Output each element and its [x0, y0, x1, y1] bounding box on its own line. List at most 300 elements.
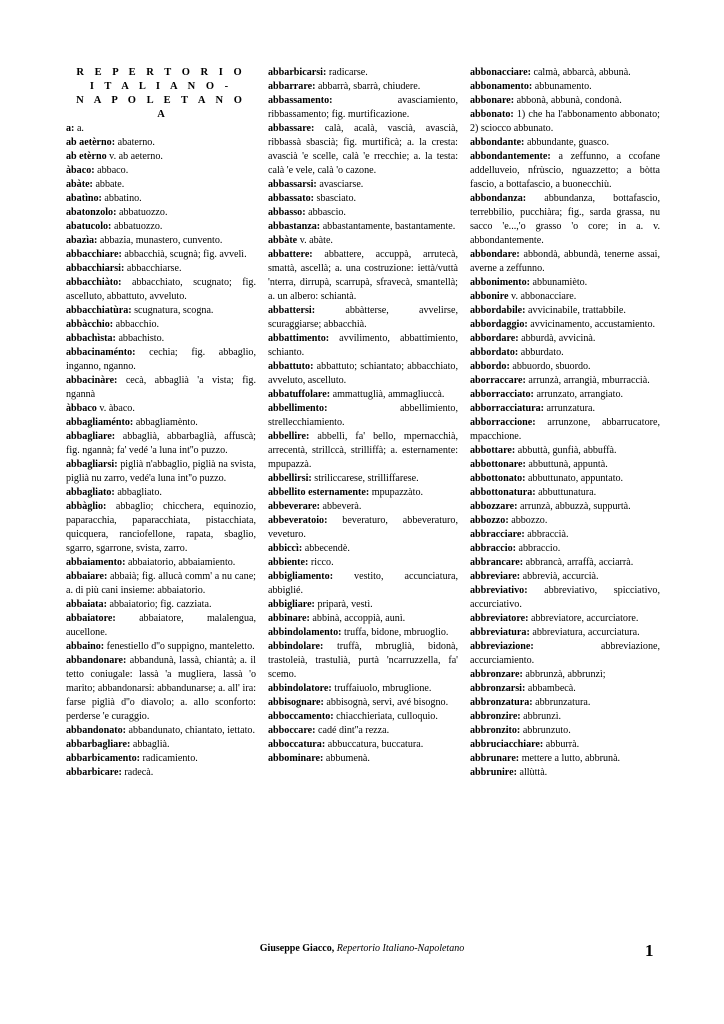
- dictionary-entry: [66, 122, 256, 136]
- entry-definition: abbattuto; schiantato; abbacchiato, avveluto, ascelluto.: [268, 361, 458, 386]
- entry-headword: abbellirsi:: [268, 473, 312, 484]
- dictionary-entry: [268, 696, 458, 710]
- entry-headword: abbindolamento:: [268, 627, 342, 638]
- dictionary-entry: [268, 472, 458, 486]
- entry-definition: abbunamièto.: [530, 277, 588, 288]
- entry-headword: abbozzo:: [470, 515, 509, 526]
- entry-headword: abbacchiatùra:: [66, 305, 132, 316]
- entry-headword: abbigliamento:: [268, 571, 334, 582]
- entry-headword: abazìa:: [66, 235, 98, 246]
- entry-headword: abborracciatura:: [470, 403, 545, 414]
- entry-definition: cadé dint''a rezza.: [315, 725, 390, 736]
- entry-headword: abbagliaménto:: [66, 417, 134, 428]
- entry-headword: abbrunare:: [470, 753, 520, 764]
- entry-definition: avasciamiento, ribbassamento; fig. murtificazione.: [268, 95, 458, 120]
- entry-definition: abbascio.: [305, 207, 346, 218]
- entry-definition: abbagliato.: [114, 487, 162, 498]
- dictionary-entry: [268, 122, 458, 178]
- entry-headword: abbozzare:: [470, 501, 518, 512]
- entry-headword: ab aetèrno:: [66, 137, 116, 148]
- dictionary-entry: [470, 290, 660, 304]
- entry-headword: àbbaco: [66, 403, 97, 414]
- dictionary-entry: [470, 514, 660, 528]
- entry-headword: abbiccì:: [268, 543, 303, 554]
- entry-headword: abbindolare:: [268, 641, 324, 652]
- dictionary-entry: [66, 192, 256, 206]
- entry-definition: abbundante, guasco.: [524, 137, 610, 148]
- entry-headword: abbinare:: [268, 613, 310, 624]
- entry-definition: abbreviazione, accurciamiento.: [470, 641, 660, 666]
- entry-headword: abbronzito:: [470, 725, 521, 736]
- entry-headword: abbattersi:: [268, 305, 316, 316]
- dictionary-entry: [268, 94, 458, 122]
- entry-definition: v. ab aeterno.: [106, 151, 163, 162]
- dictionary-entry: [470, 388, 660, 402]
- entry-definition: abbatino.: [101, 193, 142, 204]
- entry-definition: abbisognà, servì, avé bisogno.: [323, 697, 449, 708]
- entry-definition: abbarrà, sbarrà, chiudere.: [315, 81, 421, 92]
- dictionary-entry: [470, 192, 660, 248]
- dictionary-entry: [66, 500, 256, 556]
- dictionary-entry: [268, 640, 458, 682]
- entry-headword: abbreviazione:: [470, 641, 534, 652]
- entry-headword: abbacinaménto:: [66, 347, 136, 358]
- dictionary-entry: [66, 164, 256, 178]
- entry-headword: abbagliato:: [66, 487, 115, 498]
- entry-definition: abburdà, avvicinà.: [518, 333, 596, 344]
- entry-definition: abbonà, abbunà, condonà.: [514, 95, 622, 106]
- dictionary-entry: [268, 80, 458, 94]
- dictionary-entry: [268, 682, 458, 696]
- entry-headword: abbeverare:: [268, 501, 320, 512]
- entry-headword: aborraccare:: [470, 375, 526, 386]
- entry-headword: abboccamento:: [268, 711, 334, 722]
- entry-definition: avvilimento, abbattimiento, schianto.: [268, 333, 458, 358]
- entry-headword: abbellito esternamente:: [268, 487, 370, 498]
- entry-definition: arrunzà, arrangià, mburraccià.: [525, 375, 650, 386]
- entry-definition: calmà, abbarcà, abbunà.: [530, 67, 631, 78]
- dictionary-entry: [470, 668, 660, 682]
- dictionary-entry: [268, 500, 458, 514]
- entry-headword: abbàglio:: [66, 501, 107, 512]
- dictionary-entry: [470, 374, 660, 388]
- dictionary-entry: [268, 738, 458, 752]
- entry-headword: abbarbicarsi:: [268, 67, 327, 78]
- dictionary-entry: [66, 612, 256, 640]
- entry-definition: abbàtterse, avvelirse, scuraggiarse; abbacchià.: [268, 305, 458, 330]
- entry-definition: abbacchià, scugnà; fig. avvelì.: [121, 249, 247, 260]
- entry-headword: abbandonato:: [66, 725, 127, 736]
- entry-definition: allùttà.: [516, 767, 548, 778]
- dictionary-entry: [470, 724, 660, 738]
- entry-headword: abbaiamento:: [66, 557, 126, 568]
- entry-definition: scugnatura, scogna.: [131, 305, 214, 316]
- dictionary-entry: [66, 416, 256, 430]
- entry-definition: abbaco.: [94, 165, 129, 176]
- entry-headword: abbreviativo:: [470, 585, 528, 596]
- dictionary-entry: [66, 654, 256, 724]
- entry-definition: abbunamento.: [532, 81, 592, 92]
- dictionary-entry: [66, 262, 256, 276]
- entry-definition: calà, acalà, vascià, avascià, ribbassà sbascià; fig. murtificà; a. la cresta: avascià 'e scelle, calà 'e rrecchie; a. la testa: calà 'e vele, calà 'o cazone.: [268, 123, 458, 176]
- entry-headword: abbonato:: [470, 109, 514, 120]
- dictionary-entry: [66, 136, 256, 150]
- dictionary-entry: [470, 682, 660, 696]
- dictionary-entry: [268, 430, 458, 472]
- entry-headword: ab etèrno: [66, 151, 107, 162]
- column-2: [268, 66, 458, 766]
- entry-definition: beveraturo, abbeveraturo, veveturo.: [268, 515, 458, 540]
- dictionary-entry: [470, 248, 660, 276]
- entry-headword: abbacinàre:: [66, 375, 118, 386]
- entry-definition: abbeverà.: [319, 501, 362, 512]
- entry-definition: radicarse.: [326, 67, 368, 78]
- entry-headword: abbiente:: [268, 557, 309, 568]
- entry-definition: truffà, mbruglià, bidonà, trastoleià, trastulià, purtà 'ncarruzzella, fa' scemo.: [268, 641, 458, 680]
- entry-headword: abbaiare:: [66, 571, 108, 582]
- dictionary-entry: [66, 570, 256, 598]
- entry-definition: piglià n'abbaglio, piglià na svista, piglià nu zarro, vedé'a luna int''o puzzo.: [66, 459, 256, 484]
- entry-definition: abbagliamènto.: [133, 417, 198, 428]
- entry-definition: abbuttunà, appuntà.: [525, 459, 608, 470]
- entry-headword: abbacchiàto:: [66, 277, 122, 288]
- page-number: 1: [645, 941, 654, 960]
- dictionary-entry: [470, 710, 660, 724]
- entry-headword: abbondanza:: [470, 193, 527, 204]
- entry-definition: arrunzatura.: [544, 403, 596, 414]
- entry-headword: abatucolo:: [66, 221, 112, 232]
- entry-headword: abbronzare:: [470, 669, 523, 680]
- dictionary-entry: [66, 332, 256, 346]
- dictionary-entry: [268, 542, 458, 556]
- footer-author: Giuseppe Giacco,: [259, 943, 335, 954]
- dictionary-entry: [66, 402, 256, 416]
- dictionary-entry: [268, 178, 458, 192]
- entry-definition: radecà.: [121, 767, 154, 778]
- entry-definition: abbaià; fig. allucà comm' a nu cane; a. di più cani insieme: abbaiatorio.: [66, 571, 256, 596]
- dictionary-entry: [66, 178, 256, 192]
- dictionary-entry: [470, 94, 660, 108]
- dictionary-entry: [470, 500, 660, 514]
- entry-headword: abbronzatura:: [470, 697, 533, 708]
- entry-definition: abbachisto.: [115, 333, 165, 344]
- entry-definition: abbandunato, chiantato, iettato.: [126, 725, 255, 736]
- entry-definition: abbrunzì.: [520, 711, 562, 722]
- dictionary-entry: [470, 696, 660, 710]
- entry-definition: abbuttà, gunfià, abbuffà.: [515, 445, 617, 456]
- dictionary-entry: [66, 346, 256, 374]
- dictionary-entry: [66, 766, 256, 780]
- dictionary-entry: [470, 276, 660, 290]
- entry-headword: abbeveratoio:: [268, 515, 328, 526]
- entry-headword: abbordo:: [470, 361, 510, 372]
- entry-headword: abbaino:: [66, 641, 105, 652]
- entry-definition: cechia; fig. abbaglio, inganno, nganno.: [66, 347, 256, 372]
- entry-headword: abbonimento:: [470, 277, 531, 288]
- entry-definition: priparà, vestì.: [314, 599, 373, 610]
- dictionary-entry: [268, 752, 458, 766]
- entry-definition: abbazia, munastero, cunvento.: [97, 235, 223, 246]
- entry-definition: abbrancà, arraffà, acciarrà.: [523, 557, 634, 568]
- entry-definition: abbuccatura, buccatura.: [325, 739, 424, 750]
- entry-headword: abbatuffolare:: [268, 389, 331, 400]
- entry-headword: abbàte: [268, 235, 298, 246]
- dictionary-entry: [268, 612, 458, 626]
- entry-headword: a:: [66, 123, 75, 134]
- entry-headword: abbindolatore:: [268, 683, 332, 694]
- entry-definition: abbatuozzo.: [116, 207, 168, 218]
- dictionary-entry: [268, 66, 458, 80]
- entry-definition: mettere a lutto, abbrunà.: [519, 753, 621, 764]
- dictionary-entry: [470, 556, 660, 570]
- entry-definition: abbacchiato, scugnato; fig. ascelluto, abbattuto, avveluto.: [66, 277, 256, 302]
- dictionary-entry: [66, 318, 256, 332]
- entry-headword: abbronzire:: [470, 711, 521, 722]
- dictionary-entry: [66, 220, 256, 234]
- dictionary-entry: [470, 360, 660, 374]
- entry-definition: a zeffunno, a ccofane addelluveio, nfrùscio, nguazzetto; a bòtta fascio, a bottafascio, a buonecchiù.: [470, 151, 660, 190]
- entry-headword: abbondante:: [470, 137, 525, 148]
- dictionary-entry: [470, 402, 660, 416]
- entry-headword: abboccatura:: [268, 739, 326, 750]
- entry-headword: abbronzarsi:: [470, 683, 526, 694]
- entry-definition: 1) che ha l'abbonamento abbonato; 2) sciocco abbunato.: [470, 109, 660, 134]
- entry-headword: abbandonare:: [66, 655, 127, 666]
- entry-headword: abbastanza:: [268, 221, 321, 232]
- entry-definition: abbrevià, accurcià.: [520, 571, 599, 582]
- entry-definition: ricco.: [308, 557, 334, 568]
- dictionary-entry: [470, 570, 660, 584]
- dictionary-entry: [66, 304, 256, 318]
- entry-headword: abbaiata:: [66, 599, 107, 610]
- entry-headword: abbottonato:: [470, 473, 526, 484]
- entry-headword: abbattuto:: [268, 361, 314, 372]
- dictionary-entry: [268, 556, 458, 570]
- entry-headword: abbordaggio:: [470, 319, 528, 330]
- entry-definition: avasciarse.: [316, 179, 364, 190]
- entry-headword: abbacchiarsi:: [66, 263, 125, 274]
- dictionary-entry: [470, 332, 660, 346]
- dictionary-entry: [268, 248, 458, 304]
- entry-headword: abbarrare:: [268, 81, 316, 92]
- entry-definition: abbacchio.: [113, 319, 160, 330]
- entry-headword: abbassato:: [268, 193, 314, 204]
- entry-headword: abbordare:: [470, 333, 519, 344]
- dictionary-entry: [470, 80, 660, 94]
- entry-definition: abbaiatorio, abbaiamiento.: [125, 557, 236, 568]
- dictionary-entry: [268, 570, 458, 598]
- dictionary-entry: [470, 304, 660, 318]
- entry-definition: abbaiatorio; fig. cazziata.: [106, 599, 212, 610]
- entry-definition: abbraccio.: [515, 543, 561, 554]
- entry-headword: abbrancare:: [470, 557, 524, 568]
- entry-definition: radicamiento.: [140, 753, 198, 764]
- dictionary-entry: [470, 108, 660, 136]
- entry-definition: v. abàte.: [297, 235, 333, 246]
- footer-work: Repertorio Italiano-Napoletano: [336, 943, 465, 954]
- entry-headword: abbordabile:: [470, 305, 526, 316]
- entry-headword: abbarbicamento:: [66, 753, 141, 764]
- entry-headword: abbarbicare:: [66, 767, 122, 778]
- entry-definition: truffa, bidone, mbruoglio.: [341, 627, 449, 638]
- dictionary-entry: [268, 626, 458, 640]
- entry-headword: abbruciacchiare:: [470, 739, 544, 750]
- entry-definition: a.: [74, 123, 84, 134]
- entry-headword: abbasso:: [268, 207, 306, 218]
- entry-definition: chiacchieriata, culloquio.: [333, 711, 438, 722]
- entry-definition: abbaglio; chicchera, equinozio, paparacchia, paparacchiata, pistacchiata, quicquera, ranciofellone, rapata, sbaglio, sgarro, sgarrone, svista, zarro.: [66, 501, 256, 554]
- dictionary-entry: [470, 66, 660, 80]
- title-line-2: I T A L I A N O -: [89, 81, 233, 92]
- dictionary-entry: [470, 752, 660, 766]
- entry-definition: abbacchiarse.: [124, 263, 182, 274]
- entry-headword: abbonire: [470, 291, 509, 302]
- entry-headword: abbonacciare:: [470, 67, 531, 78]
- entry-definition: abbozzo.: [508, 515, 548, 526]
- entry-headword: abbarbagliare:: [66, 739, 131, 750]
- entry-definition: abbecendè.: [302, 543, 350, 554]
- dictionary-entry: [66, 374, 256, 402]
- entry-headword: abbaiatore:: [66, 613, 116, 624]
- dictionary-entry: [268, 388, 458, 402]
- entry-definition: abbate.: [92, 179, 125, 190]
- entry-headword: abbigliare:: [268, 599, 315, 610]
- dictionary-entry: [470, 766, 660, 780]
- entry-headword: abboccare:: [268, 725, 316, 736]
- dictionary-entry: [268, 486, 458, 500]
- entry-definition: abbrunzatura.: [532, 697, 591, 708]
- dictionary-entry: [66, 150, 256, 164]
- entry-headword: abbassamento:: [268, 95, 333, 106]
- dictionary-entry: [470, 472, 660, 486]
- entry-headword: abbottonare:: [470, 459, 526, 470]
- entry-headword: abbottonatura:: [470, 487, 536, 498]
- dictionary-entry: [268, 192, 458, 206]
- entry-definition: abbondà, abbundà, tenerne assai, averne a zeffunno.: [470, 249, 660, 274]
- entry-headword: abbisognare:: [268, 697, 324, 708]
- entry-headword: abbacchiare:: [66, 249, 122, 260]
- entry-headword: abborracciato:: [470, 389, 534, 400]
- dictionary-entry: [66, 486, 256, 500]
- dictionary-entry: [66, 724, 256, 738]
- dictionary-entry: [66, 458, 256, 486]
- dictionary-entry: [268, 332, 458, 360]
- entry-headword: abbrunire:: [470, 767, 517, 778]
- entry-headword: abatonzolo:: [66, 207, 117, 218]
- entry-definition: abbaglià.: [130, 739, 170, 750]
- entry-definition: abbumenà.: [323, 753, 370, 764]
- entry-definition: abbellimiento, strellecchiamiento.: [268, 403, 458, 428]
- dictionary-entry: [66, 248, 256, 262]
- column-1: [66, 66, 256, 780]
- dictionary-entry: [66, 276, 256, 304]
- entry-headword: abborraccione:: [470, 417, 536, 428]
- entry-headword: abbreviatura:: [470, 627, 530, 638]
- entry-definition: abbrunzuto.: [520, 725, 571, 736]
- entry-definition: abbrunzà, abbrunzì;: [522, 669, 606, 680]
- entry-headword: abbraccio:: [470, 543, 516, 554]
- dictionary-entry: [470, 528, 660, 542]
- dictionary-entry: [268, 304, 458, 332]
- dictionary-entry: [470, 612, 660, 626]
- entry-definition: abburdato.: [518, 347, 564, 358]
- entry-headword: abàte:: [66, 179, 93, 190]
- entry-definition: abbuttunato, appuntato.: [525, 473, 624, 484]
- dictionary-entry: [470, 486, 660, 500]
- entry-headword: abatìno:: [66, 193, 102, 204]
- entry-definition: v. àbaco.: [96, 403, 135, 414]
- entry-headword: abbachìsta:: [66, 333, 116, 344]
- entry-definition: ammattuglià, ammagliuccà.: [330, 389, 445, 400]
- dictionary-entry: [470, 626, 660, 640]
- entry-headword: abbracciare:: [470, 529, 525, 540]
- entry-definition: fenestiello d''o suppigno, manteletto.: [104, 641, 255, 652]
- entry-definition: abbandunà, lassà, chiantà; a. il tetto coniugale: lassà 'a mugliera, lassà 'o marito; abbandonarsi: abbandunarse; a. all' ira: farse piglià d''o diavolo; a. allo sconforto: perderse 'e curaggio.: [66, 655, 256, 722]
- entry-definition: abbinà, accoppià, aunì.: [309, 613, 406, 624]
- entry-headword: abbreviatore:: [470, 613, 529, 624]
- entry-definition: sbasciato.: [314, 193, 357, 204]
- dictionary-entry: [268, 206, 458, 220]
- entry-definition: avvicinamento, accustamiento.: [527, 319, 656, 330]
- entry-headword: abbominare:: [268, 753, 324, 764]
- dictionary-entry: [66, 206, 256, 220]
- dictionary-entry: [268, 360, 458, 388]
- dictionary-entry: [268, 710, 458, 724]
- entry-definition: arrunzato, arrangiato.: [533, 389, 624, 400]
- dictionary-entry: [66, 598, 256, 612]
- entry-definition: abbaiatore, malalengua, aucellone.: [66, 613, 256, 638]
- entry-definition: abbuordo, sbuordo.: [509, 361, 591, 372]
- dictionary-entry: [470, 136, 660, 150]
- entry-definition: v. abbonacciare.: [508, 291, 577, 302]
- entry-definition: abbreviatore, accurciatore.: [528, 613, 639, 624]
- dictionary-entry: [268, 514, 458, 542]
- entry-definition: abbatuozzo.: [111, 221, 163, 232]
- dictionary-entry: [66, 640, 256, 654]
- entry-headword: abbassarsi:: [268, 179, 317, 190]
- dictionary-entry: [470, 444, 660, 458]
- dictionary-entry: [268, 402, 458, 430]
- title-line-3: N A P O L E T A N O: [76, 95, 246, 106]
- entry-headword: abbordato:: [470, 347, 519, 358]
- dictionary-entry: [268, 724, 458, 738]
- dictionary-entry: [66, 556, 256, 570]
- dictionary-entry: [470, 458, 660, 472]
- entry-definition: abburrà.: [543, 739, 580, 750]
- entry-definition: arrunzà, abbuzzà, suppurtà.: [517, 501, 631, 512]
- dictionary-entry: [470, 416, 660, 444]
- section-letter: A: [157, 109, 165, 120]
- entry-headword: abbagliare:: [66, 431, 116, 442]
- entry-headword: abbondantemente:: [470, 151, 551, 162]
- entry-definition: vestito, accunciatura, abbiglié.: [268, 571, 458, 596]
- entry-headword: abbreviare:: [470, 571, 521, 582]
- dictionary-entry: [470, 318, 660, 332]
- entry-definition: truffaiuolo, mbruglione.: [331, 683, 432, 694]
- dictionary-entry: [268, 234, 458, 248]
- entry-headword: àbaco:: [66, 165, 95, 176]
- entry-definition: abbellì, fa' bello, mpernacchià, arrecentà, strillccà, strilliffà; a. esternamente: mpupazzà.: [268, 431, 458, 470]
- entry-headword: abbattere:: [268, 249, 313, 260]
- entry-headword: abbonamento:: [470, 81, 533, 92]
- entry-definition: abbreviativo, spicciativo, accurciativo.: [470, 585, 660, 610]
- entry-definition: abbuttunatura.: [535, 487, 597, 498]
- entry-definition: abbaglià, abbarbaglià, affuscà; fig. ngannà; fa' vedé 'a luna int''o puzzo.: [66, 431, 256, 456]
- dictionary-entry: [470, 542, 660, 556]
- entry-definition: cecà, abbaglià 'a vista; fig. ngannà: [66, 375, 256, 400]
- dictionary-entry: [268, 598, 458, 612]
- entry-definition: abbastantamente, bastantamente.: [320, 221, 456, 232]
